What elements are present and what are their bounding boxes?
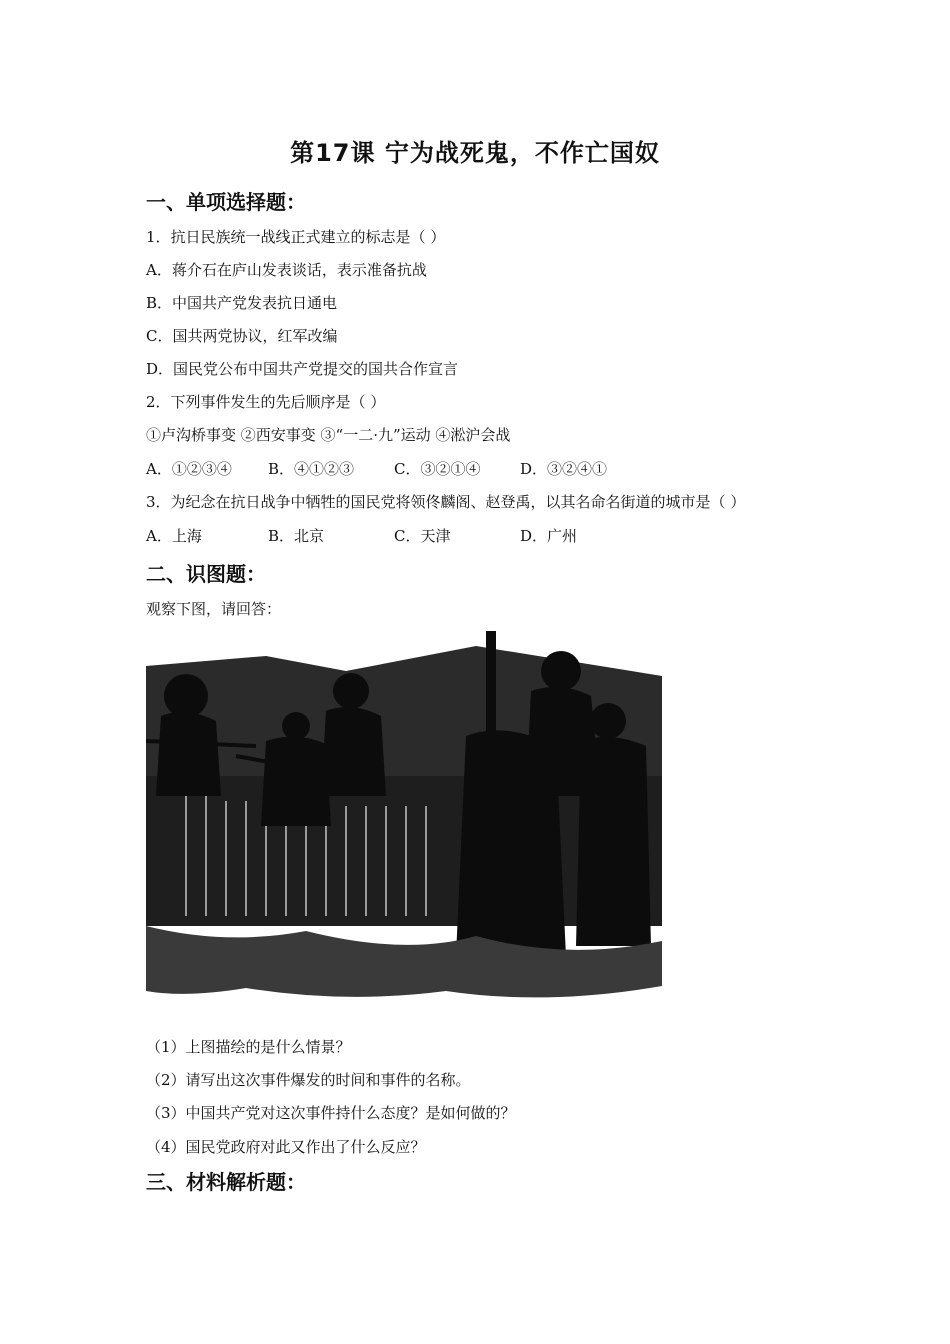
question-3-stem: 3．为纪念在抗日战争中牺牲的国民党将领佟麟阁、赵登禹，以其名命名街道的城市是（ ）	[146, 493, 746, 511]
question-2-option-b: B．④①②③	[268, 460, 355, 478]
picture-question-4: （4）国民党政府对此又作出了什么反应？	[146, 1138, 426, 1156]
question-3-option-d: D．广州	[520, 527, 578, 545]
question-3-option-b: B．北京	[268, 527, 325, 545]
question-2-option-c: C．③②①④	[394, 460, 481, 478]
question-3-option-a: A．上海	[146, 527, 202, 545]
picture-question-3: （3）中国共产党对这次事件持什么态度？是如何做的？	[146, 1104, 516, 1122]
picture-intro: 观察下图，请回答：	[146, 600, 282, 618]
question-2-stem: 2．下列事件发生的先后顺序是（ ）	[146, 393, 386, 411]
question-1-option-c: C．国共两党协议，红军改编	[146, 327, 338, 345]
page-title: 第17课 宁为战死鬼，不作亡国奴	[290, 139, 660, 167]
question-2-option-a: A．①②③④	[146, 460, 232, 478]
picture-question-2: （2）请写出这次事件爆发的时间和事件的名称。	[146, 1071, 471, 1089]
question-1-option-b: B．中国共产党发表抗日通电	[146, 294, 338, 312]
section-heading-choice: 一、单项选择题：	[146, 190, 306, 214]
question-3-option-c: C．天津	[394, 527, 451, 545]
question-2-events: ①卢沟桥事变 ②西安事变 ③“一二·九”运动 ④淞沪会战	[146, 426, 511, 444]
section-heading-picture: 二、识图题：	[146, 562, 266, 586]
question-1-option-a: A．蒋介石在庐山发表谈话，表示准备抗战	[146, 261, 427, 279]
section-heading-material: 三、材料解析题：	[146, 1170, 306, 1194]
question-1-option-d: D．国民党公布中国共产党提交的国共合作宣言	[146, 360, 459, 378]
question-2-option-d: D．③②④①	[520, 460, 608, 478]
soldiers-photo	[146, 626, 662, 1004]
question-1-stem: 1．抗日民族统一战线正式建立的标志是（ ）	[146, 228, 446, 246]
picture-question-1: （1）上图描绘的是什么情景？	[146, 1038, 351, 1056]
